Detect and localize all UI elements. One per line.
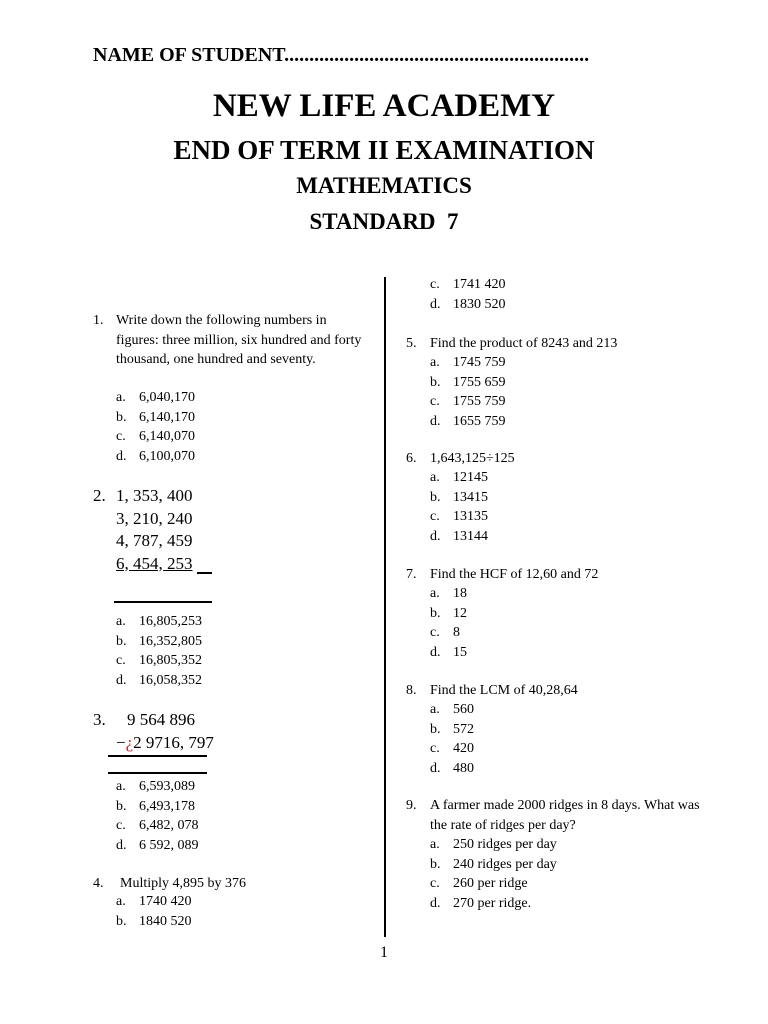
- option-text: 6,493,178: [139, 798, 195, 814]
- option-text: 16,805,352: [139, 653, 202, 668]
- question-text: Find the LCM of 40,28,64: [430, 683, 578, 698]
- option-text: 16,058,352: [139, 672, 202, 688]
- option-b: [116, 912, 192, 932]
- answer-rule: [114, 601, 212, 603]
- option-c: [430, 392, 506, 412]
- option-d: [430, 295, 506, 315]
- option-text: 6,100,070: [139, 448, 195, 464]
- minus-sign: −: [116, 733, 126, 752]
- option-text: 480: [453, 760, 474, 776]
- option-text: 1840 520: [139, 913, 192, 929]
- option-letter: d.: [430, 413, 441, 429]
- option-text: 6,593,089: [139, 779, 195, 794]
- option-a: [430, 584, 467, 604]
- option-text: 6,040,170: [139, 390, 195, 405]
- option-letter: d.: [116, 672, 127, 688]
- option-b: [430, 855, 557, 875]
- option-text: 270 per ridge.: [453, 895, 532, 911]
- option-b: [116, 408, 195, 428]
- option-letter: c.: [116, 429, 126, 444]
- option-a: [430, 353, 506, 373]
- option-text: 15: [453, 644, 467, 660]
- option-letter: b.: [430, 374, 441, 390]
- option-c: [430, 623, 460, 643]
- addend-line: 1, 353, 400: [116, 486, 193, 505]
- option-d: [430, 412, 506, 432]
- option-b: [430, 488, 488, 508]
- stray-character: ¿: [125, 733, 134, 752]
- option-text: 572: [453, 721, 474, 737]
- option-letter: c.: [430, 876, 440, 891]
- column-divider: [384, 277, 386, 937]
- option-c: [430, 507, 488, 527]
- option-text: 1755 659: [453, 374, 506, 390]
- option-letter: b.: [430, 721, 441, 737]
- option-letter: b.: [430, 856, 441, 872]
- question-number: 8.: [406, 683, 417, 698]
- option-letter: b.: [116, 913, 127, 929]
- option-letter: b.: [430, 489, 441, 505]
- minuend-line: 9 564 896: [127, 710, 195, 729]
- option-a: [430, 468, 488, 488]
- standard-title: STANDARD 7: [309, 209, 459, 234]
- question-number: 1.: [93, 313, 104, 328]
- option-letter: c.: [430, 741, 440, 756]
- option-b: [430, 604, 467, 624]
- option-letter: a.: [430, 586, 440, 601]
- option-d: [430, 759, 474, 779]
- question-number: 2.: [93, 486, 106, 505]
- option-text: 240 ridges per day: [453, 856, 557, 872]
- option-text: 1741 420: [453, 277, 506, 292]
- option-letter: c.: [430, 277, 440, 292]
- option-letter: d.: [430, 895, 441, 911]
- option-text: 1755 759: [453, 394, 506, 409]
- option-letter: a.: [116, 614, 126, 629]
- option-letter: d.: [430, 528, 441, 544]
- option-letter: c.: [116, 818, 126, 833]
- option-letter: d.: [116, 837, 127, 853]
- option-letter: b.: [116, 409, 127, 425]
- option-text: 260 per ridge: [453, 876, 528, 891]
- option-letter: a.: [430, 702, 440, 717]
- answer-rule: [108, 772, 207, 774]
- option-letter: d.: [430, 644, 441, 660]
- option-c: [116, 651, 202, 671]
- option-text: 6,482, 078: [139, 818, 199, 833]
- underline-rule: [108, 755, 207, 757]
- question-text: 1,643,125÷125: [430, 451, 515, 466]
- addend-line: 4, 787, 459: [116, 531, 193, 550]
- addend-line: 6, 454, 253: [116, 553, 193, 573]
- addend-line: 3, 210, 240: [116, 508, 193, 528]
- option-b: [430, 720, 474, 740]
- option-letter: a.: [116, 779, 126, 794]
- option-letter: d.: [430, 760, 441, 776]
- option-d: [116, 836, 199, 856]
- option-a: [116, 777, 195, 797]
- option-letter: d.: [116, 448, 127, 464]
- option-letter: a.: [116, 894, 126, 909]
- option-letter: b.: [116, 798, 127, 814]
- student-name-line: NAME OF STUDENT.............................................................: [93, 44, 590, 66]
- question-text: A farmer made 2000 ridges in 8 days. What was the rate of ridges per day?: [430, 798, 700, 833]
- question-number: 4.: [93, 876, 104, 891]
- option-text: 12145: [453, 470, 488, 485]
- option-d: [430, 527, 488, 547]
- option-text: 13415: [453, 489, 488, 505]
- question-number: 9.: [406, 798, 417, 813]
- option-d: [116, 447, 195, 467]
- option-text: 18: [453, 586, 467, 601]
- option-text: 12: [453, 605, 467, 621]
- school-title: NEW LIFE ACADEMY: [212, 88, 556, 124]
- option-d: [430, 894, 531, 914]
- option-c: [116, 816, 199, 836]
- option-letter: c.: [430, 509, 440, 524]
- option-c: [430, 739, 474, 759]
- option-text: 16,352,805: [139, 633, 202, 649]
- subtrahend-value: 2 9716, 797: [133, 733, 214, 752]
- option-text: 1655 759: [453, 413, 506, 429]
- subject-title: MATHEMATICS: [296, 173, 472, 198]
- option-text: 6 592, 089: [139, 837, 199, 853]
- question-text: Find the HCF of 12,60 and 72: [430, 567, 599, 582]
- option-text: 8: [453, 625, 460, 640]
- option-c: [430, 874, 528, 894]
- option-text: 1745 759: [453, 355, 506, 370]
- option-text: 13135: [453, 509, 488, 524]
- question-text: Multiply 4,895 by 376: [120, 876, 247, 891]
- option-text: 560: [453, 702, 474, 717]
- option-letter: a.: [116, 390, 126, 405]
- option-letter: a.: [430, 470, 440, 485]
- option-a: [430, 835, 557, 855]
- option-a: [116, 612, 202, 632]
- question-number: 3.: [93, 710, 106, 729]
- option-d: [116, 671, 202, 691]
- subtrahend-line: [116, 732, 214, 755]
- option-letter: c.: [430, 394, 440, 409]
- option-letter: c.: [116, 653, 126, 668]
- question-number: 7.: [406, 567, 417, 582]
- option-text: 1830 520: [453, 296, 506, 312]
- option-text: 13144: [453, 528, 488, 544]
- option-letter: d.: [430, 296, 441, 312]
- option-c: [430, 275, 506, 295]
- option-b: [430, 373, 506, 393]
- question-number: 6.: [406, 451, 417, 466]
- option-a: [430, 700, 474, 720]
- question-number: 5.: [406, 336, 417, 351]
- option-text: 6,140,170: [139, 409, 195, 425]
- option-text: 6,140,070: [139, 429, 195, 444]
- option-a: [116, 892, 192, 912]
- option-d: [430, 643, 467, 663]
- option-text: 420: [453, 741, 474, 756]
- option-b: [116, 797, 195, 817]
- option-c: [116, 427, 195, 447]
- page-number: 1: [380, 944, 388, 961]
- option-letter: b.: [116, 633, 127, 649]
- option-text: 1740 420: [139, 894, 192, 909]
- option-b: [116, 632, 202, 652]
- option-text: 16,805,253: [139, 614, 202, 629]
- question-text: Write down the following numbers in figures: three million, six hundred and forty thousand, one hundred and seventy.: [116, 313, 362, 367]
- question-text: Find the product of 8243 and 213: [430, 336, 618, 351]
- underline-rule: [197, 572, 212, 574]
- option-letter: b.: [430, 605, 441, 621]
- option-letter: a.: [430, 355, 440, 370]
- option-letter: a.: [430, 837, 440, 852]
- exam-title: END OF TERM II EXAMINATION: [173, 135, 595, 165]
- option-a: [116, 388, 195, 408]
- option-text: 250 ridges per day: [453, 837, 557, 852]
- option-letter: c.: [430, 625, 440, 640]
